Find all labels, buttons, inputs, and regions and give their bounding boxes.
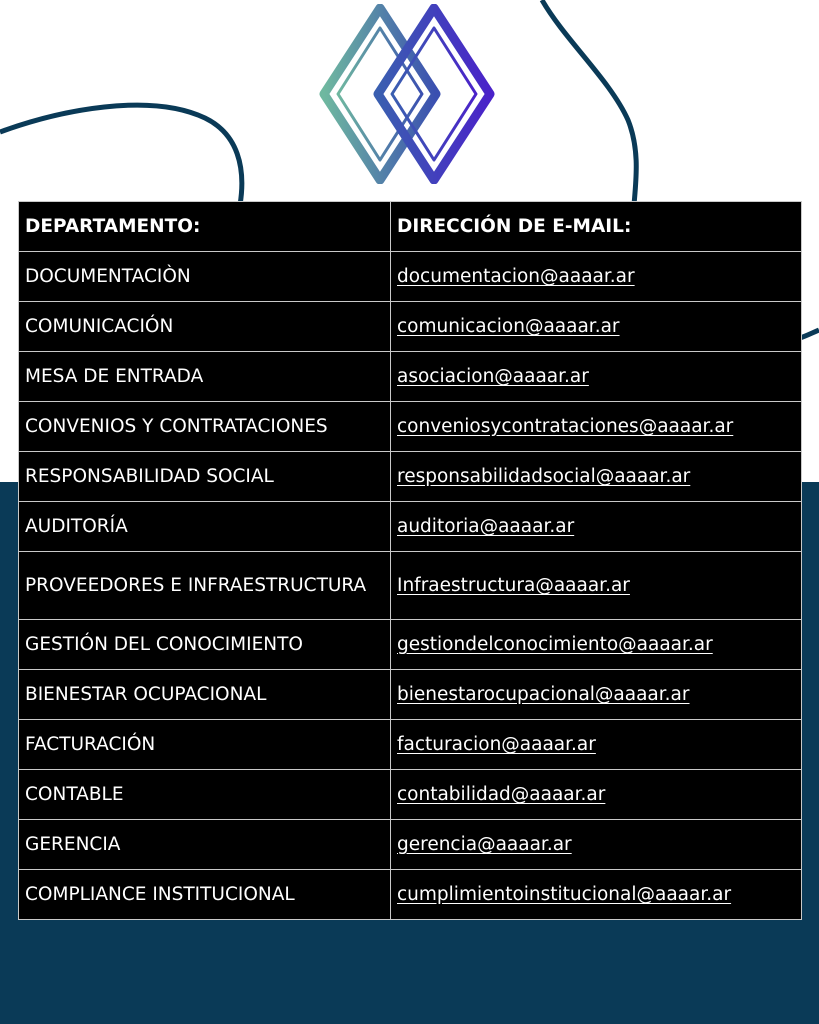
email-cell (391, 552, 802, 620)
table-row (19, 620, 802, 670)
email-link[interactable]: gestiondelconocimiento@aaaar.ar (397, 634, 713, 655)
email-cell (391, 352, 802, 402)
department-cell: BIENESTAR OCUPACIONAL (19, 670, 391, 720)
email-link[interactable]: cumplimientoinstitucional@aaaar.ar (397, 884, 732, 905)
header-email: DIRECCIÓN DE E-MAIL: (391, 202, 802, 252)
email-cell (391, 502, 802, 552)
department-cell: AUDITORÍA (19, 502, 391, 552)
email-cell (391, 820, 802, 870)
email-cell (391, 770, 802, 820)
table-row (19, 302, 802, 352)
department-cell: FACTURACIÓN (19, 720, 391, 770)
right-curve (542, 0, 636, 205)
header-department: DEPARTAMENTO: (19, 202, 391, 252)
email-link[interactable]: conveniosycontrataciones@aaaar.ar (397, 416, 734, 437)
department-cell: COMUNICACIÓN (19, 302, 391, 352)
email-link[interactable]: Infraestructura@aaaar.ar (397, 575, 630, 596)
department-cell: RESPONSABILIDAD SOCIAL (19, 452, 391, 502)
email-link[interactable]: responsabilidadsocial@aaaar.ar (397, 466, 691, 487)
table-row (19, 402, 802, 452)
email-cell (391, 620, 802, 670)
table-row (19, 502, 802, 552)
email-link[interactable]: asociacion@aaaar.ar (397, 366, 589, 387)
email-cell (391, 670, 802, 720)
email-cell (391, 720, 802, 770)
email-link[interactable]: facturacion@aaaar.ar (397, 734, 596, 755)
email-cell (391, 302, 802, 352)
department-cell: GERENCIA (19, 820, 391, 870)
department-cell: COMPLIANCE INSTITUCIONAL (19, 870, 391, 920)
table-row (19, 770, 802, 820)
table-row (19, 352, 802, 402)
table-header-row (19, 202, 802, 252)
email-link[interactable]: contabilidad@aaaar.ar (397, 784, 606, 805)
email-link[interactable]: documentacion@aaaar.ar (397, 266, 635, 287)
department-email-table (18, 201, 802, 920)
email-link[interactable]: bienestarocupacional@aaaar.ar (397, 684, 690, 705)
interlocked-diamonds-logo (318, 4, 498, 184)
department-cell: MESA DE ENTRADA (19, 352, 391, 402)
email-link[interactable]: comunicacion@aaaar.ar (397, 316, 620, 337)
table-row (19, 820, 802, 870)
department-cell: GESTIÓN DEL CONOCIMIENTO (19, 620, 391, 670)
table-row (19, 552, 802, 620)
department-cell: CONVENIOS Y CONTRATACIONES (19, 402, 391, 452)
email-cell (391, 870, 802, 920)
email-cell (391, 252, 802, 302)
left-curve (0, 105, 242, 205)
email-link[interactable]: gerencia@aaaar.ar (397, 834, 572, 855)
department-cell: CONTABLE (19, 770, 391, 820)
table-row (19, 870, 802, 920)
right-edge-curve (800, 330, 819, 338)
table-row (19, 720, 802, 770)
email-link[interactable]: auditoria@aaaar.ar (397, 516, 575, 537)
table-row (19, 452, 802, 502)
department-cell: DOCUMENTACIÒN (19, 252, 391, 302)
table-row (19, 670, 802, 720)
email-cell (391, 402, 802, 452)
email-cell (391, 452, 802, 502)
table-row (19, 252, 802, 302)
department-cell: PROVEEDORES E INFRAESTRUCTURA (19, 552, 391, 620)
